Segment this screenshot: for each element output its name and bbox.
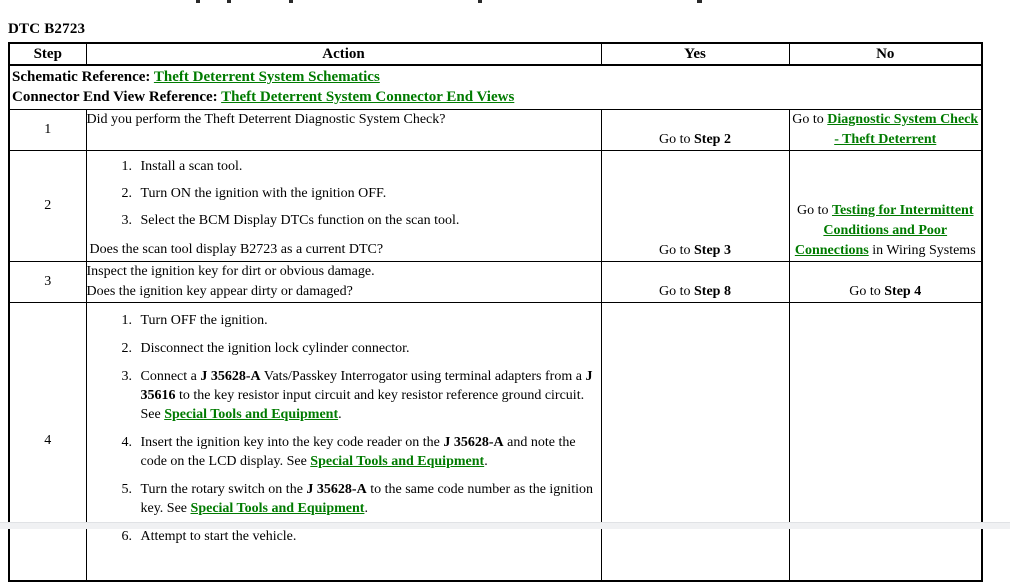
text: Turn the rotary switch on the xyxy=(140,482,307,497)
yes-cell xyxy=(601,262,789,303)
procedure-step-item xyxy=(136,527,601,546)
reference-row xyxy=(9,65,982,110)
screenshot-bottom-strip xyxy=(0,522,1010,529)
procedure-list xyxy=(87,311,601,546)
text: to the key resistor input circuit and key resistor reference ground circuit. See xyxy=(140,388,585,422)
bold-text: J 35616 xyxy=(140,369,593,403)
inline-link[interactable]: Special Tools and Equipment xyxy=(190,501,365,516)
column-header-yes: Yes xyxy=(601,43,789,65)
step-number: 1 xyxy=(9,110,86,151)
step-number: 2 xyxy=(9,151,86,262)
bold-text: Step 2 xyxy=(694,132,731,147)
yes-cell xyxy=(601,151,789,262)
text: . xyxy=(364,501,368,516)
procedure-step-item xyxy=(136,184,601,203)
text: Go to xyxy=(659,284,695,299)
table-row-step-3 xyxy=(9,262,982,303)
text: to the same code number as the ignition key. See xyxy=(140,482,593,516)
no-cell xyxy=(789,151,982,262)
page-title: DTC B2723 xyxy=(8,21,86,37)
action-text xyxy=(87,262,601,302)
action-text xyxy=(87,110,601,130)
action-cell xyxy=(86,262,601,303)
connector-end-view-reference-line xyxy=(12,87,979,107)
bold-text: Step 4 xyxy=(884,284,922,299)
table-header-row xyxy=(9,43,982,65)
clipped-text-remnant xyxy=(289,0,293,3)
bold-text: J 35628-A xyxy=(306,482,367,497)
text: Go to xyxy=(659,132,695,147)
text: Turn OFF the ignition. xyxy=(140,313,268,328)
procedure-step-item xyxy=(136,367,601,424)
procedure-step-item xyxy=(136,339,601,358)
connector-end-view-reference-link[interactable]: Theft Deterrent System Connector End Views xyxy=(221,89,515,105)
connector-end-view-reference-label: Connector End View Reference: xyxy=(12,89,222,105)
text: Connect a xyxy=(140,369,201,384)
column-header-step: Step xyxy=(9,43,86,65)
no-cell xyxy=(789,262,982,303)
text: Select the BCM Display DTCs function on the scan tool. xyxy=(140,213,460,228)
action-line: Does the ignition key appear dirty or damaged? xyxy=(86,284,353,299)
procedure-step-item xyxy=(136,480,601,518)
column-header-action: Action xyxy=(86,43,601,65)
action-cell xyxy=(86,110,601,151)
inline-link[interactable]: Testing for Intermittent Conditions and Poor Connections xyxy=(794,203,974,258)
action-line: Inspect the ignition key for dirt or obvious damage. xyxy=(86,264,375,279)
text: in Wiring Systems xyxy=(868,243,976,258)
procedure-list xyxy=(87,157,601,230)
table-row-step-1 xyxy=(9,110,982,151)
procedure-step-item xyxy=(136,433,601,471)
text: . xyxy=(338,407,342,422)
table-row-step-4 xyxy=(9,303,982,581)
text: Turn ON the ignition with the ignition OFF. xyxy=(140,186,387,201)
inline-link[interactable]: Special Tools and Equipment xyxy=(310,454,485,469)
inline-link[interactable]: Diagnostic System Check - Theft Deterrent xyxy=(827,112,979,147)
bold-text: J 35628-A xyxy=(443,435,504,450)
inline-link[interactable]: Special Tools and Equipment xyxy=(164,407,339,422)
procedure-step-item xyxy=(136,311,601,330)
text: Vats/Passkey Interrogator using terminal adapters from a xyxy=(260,369,586,384)
dtc-diagnostic-table xyxy=(8,42,983,582)
no-cell xyxy=(789,110,982,151)
text: Go to xyxy=(792,112,828,127)
clipped-text-remnant xyxy=(478,0,482,3)
text: Install a scan tool. xyxy=(140,159,243,174)
bold-text: Step 3 xyxy=(694,243,731,258)
yes-cell xyxy=(601,303,789,581)
text: and note the code on the LCD display. See xyxy=(140,435,576,469)
procedure-step-item xyxy=(136,157,601,176)
reference-cell xyxy=(9,65,982,110)
action-line: Did you perform the Theft Deterrent Diagnostic System Check? xyxy=(86,112,446,127)
schematic-reference-link[interactable]: Theft Deterrent System Schematics xyxy=(153,69,380,85)
yes-cell xyxy=(601,110,789,151)
bold-text: Step 8 xyxy=(694,284,731,299)
schematic-reference-label: Schematic Reference: xyxy=(12,69,154,85)
table-row-step-2 xyxy=(9,151,982,262)
text: Attempt to start the vehicle. xyxy=(140,529,297,544)
no-cell xyxy=(789,303,982,581)
step-number: 3 xyxy=(9,262,86,303)
action-cell xyxy=(86,151,601,262)
bold-text: J 35628-A xyxy=(200,369,261,384)
text: Go to xyxy=(796,203,832,218)
text: Go to xyxy=(659,243,695,258)
step-number: 4 xyxy=(9,303,86,581)
text: Insert the ignition key into the key code reader on the xyxy=(140,435,444,450)
procedure-step-item xyxy=(136,211,601,230)
schematic-reference-line xyxy=(12,67,979,87)
clipped-text-remnant xyxy=(227,0,231,3)
clipped-text-remnant xyxy=(196,0,200,3)
text: Disconnect the ignition lock cylinder connector. xyxy=(140,341,410,356)
clipped-text-remnant xyxy=(697,0,702,3)
text: Go to xyxy=(849,284,885,299)
column-header-no: No xyxy=(789,43,982,65)
text: . xyxy=(484,454,488,469)
action-cell xyxy=(86,303,601,581)
action-question: Does the scan tool display B2723 as a current DTC? xyxy=(89,242,384,257)
